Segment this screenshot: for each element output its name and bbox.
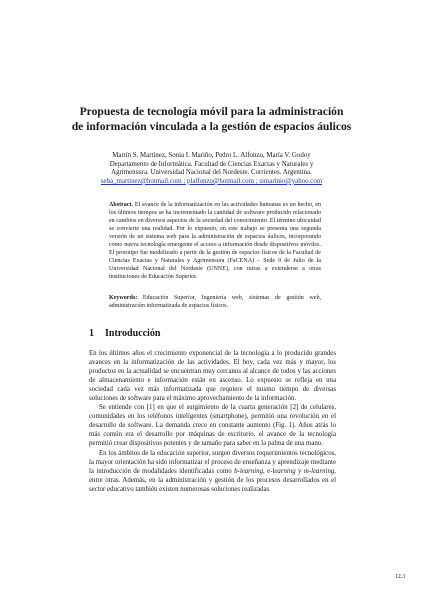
term-e-learning: e-learning: [267, 467, 296, 475]
paragraph-3-sep-1: ,: [263, 467, 268, 475]
page-number: 12.3: [395, 574, 406, 580]
keywords: [109, 294, 321, 310]
title-line-2: de información vinculada a la gestión de espacios áulicos: [71, 120, 352, 133]
paragraph-3: [89, 449, 336, 494]
affiliation-line-1: Departamento de Informática. Facultad de Ciencias Exactas y Naturales y: [109, 160, 314, 168]
author-block: [96, 152, 327, 186]
keywords-text: Educación Superior, Ingeniería web, sistemas de gestión web, administración informatizada de espacios físicos.: [109, 295, 321, 309]
paper-title: [70, 104, 353, 134]
author-names: Martín S. Martínez, Sonia I. Mariño, Pedro L. Alfonzo, María V. Godoy: [112, 152, 311, 159]
introduction-body: [89, 349, 336, 494]
title-line-1: Propuesta de tecnología móvil para la administración: [79, 105, 344, 118]
affiliation-line-2: Agrimensura. Universidad Nacional del Nordeste. Corrientes. Argentina.: [111, 169, 312, 177]
abstract-text: El avance de la informatización en las actividades humanas es un hecho, en los últimos tiempos se ha incrementado la cantidad de software producido relacionado en cambios en diversos aspectos de la sociedad del conocimiento. El término ubicuidad se convierte una realidad. Por lo expuesto, en este trabajo se presenta una segunda versión de un sistema web para la administración de espacios áulicos, incorporando como nueva tecnología emergente el acceso a información desde dispositivos móviles. El prototipo fue modelizado a partir de la gestión de espacios físicos de la Facultad de Ciencias Exactas y Naturales y Agrimensura (FaCENA) – Sede 9 de Julio de la Universidad Nacional del Nordeste (UNNE), con miras a extenderse a otras instituciones de Educación Superior.: [109, 202, 322, 280]
section-heading: [89, 328, 160, 340]
paragraph-1: En los últimos años el crecimiento exponencial de la tecnología a lo producido grandes avances en la informatización de las actividades. El hoy, cada vez más y mayor, los productos en la actualidad se encuentran muy cercanos al alcance de todos y las acciones de almacenamiento e información están en ascenso. Lo expuesto se refleja en una sociedad cada vez más informatizada que requiere el mismo tiempo de diversas soluciones de software para el máximo aprovechamiento de la información.: [89, 350, 336, 402]
paragraph-3-text-a: En los ámbitos de la educación superior, surgen diversos requerimientos tecnológicos, la mayor orientación ha sido informatizar el proceso de enseñanza y aprendizaje mediante la introducción de modalidades identificadas como: [89, 449, 336, 475]
paragraph-3-text-b: , entre otras. Además, en la administración y gestión de los procesos desarrollados en el sector educativo también existen numerosas soluciones realizadas: [89, 467, 337, 493]
abstract: [109, 201, 321, 281]
term-b-learning: b-learning: [234, 467, 264, 475]
paragraph-2: Se entiende con [1] en que el surgimiento de la cuarta generación [2] de celulares, comunidades en los teléfonos inteligentes (smartphone), permitió una revolución en el desarrollo de software. La demanda crece en constante aumento (Fig. 1). Años atrás lo más común era el desarrollo por máquinas de escritorio, el avance de la tecnología permitió crear dispositivos potentes y de tamaño para saber en la palma de una mano.: [89, 404, 336, 448]
section-number: 1: [89, 328, 94, 339]
abstract-label: Abstract.: [109, 202, 134, 208]
term-m-learning: m-learning: [303, 467, 335, 475]
keywords-label: Keywords:: [109, 295, 138, 301]
section-title: Introducción: [105, 328, 161, 339]
paragraph-3-sep-2: y: [295, 467, 304, 475]
author-emails[interactable]: seba_martinez@hotmail.com ; plalfonzo@hotmail.com ; simarinio@yahoo.com: [100, 177, 323, 185]
